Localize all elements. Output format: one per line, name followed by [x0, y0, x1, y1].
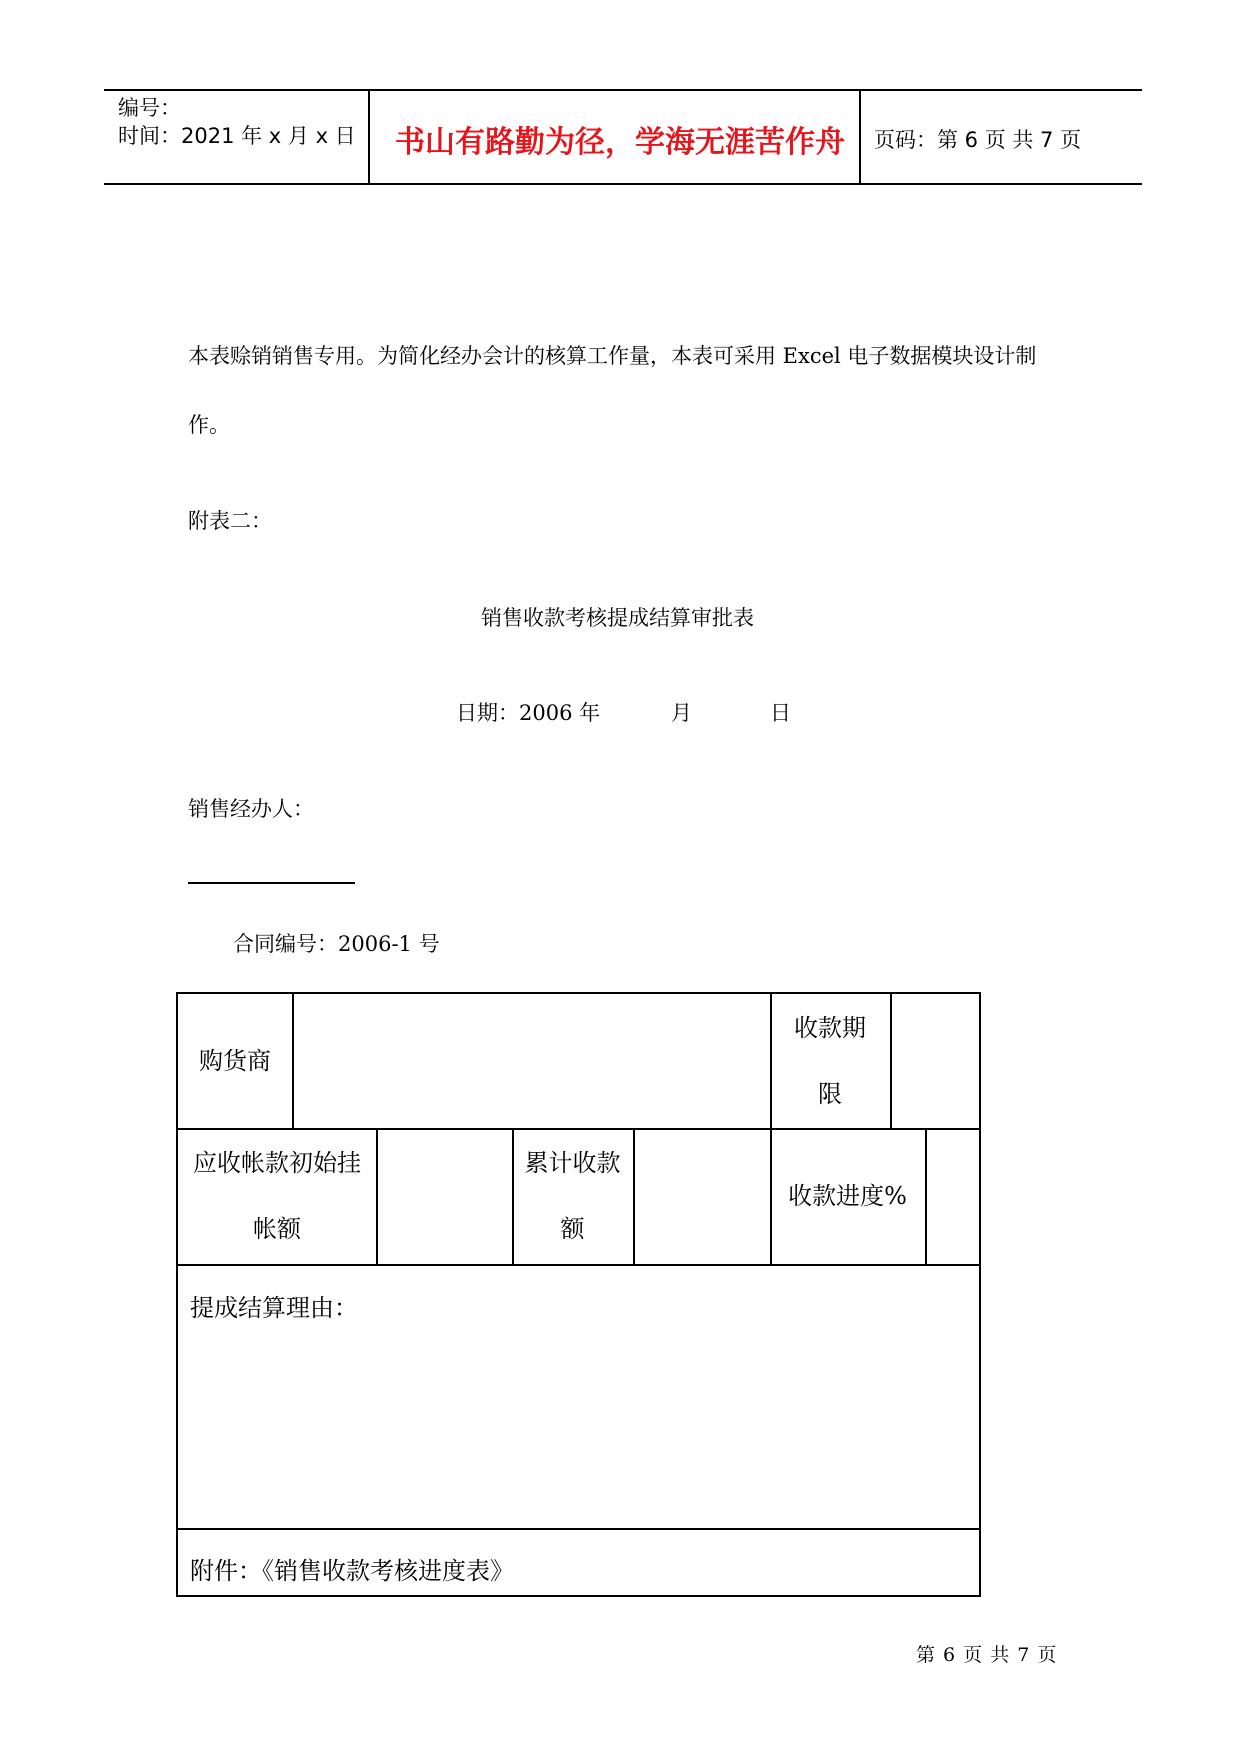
settlement-reason-label: 提成结算理由：: [190, 1294, 358, 1322]
buyer-label: 购货商: [199, 1047, 271, 1075]
receivable-value-cell[interactable]: [376, 1129, 512, 1264]
collection-term-label-line2: 限: [818, 1080, 842, 1108]
receivable-label-line1: 应收帐款初始挂: [193, 1149, 361, 1177]
cumulative-collection-label-line2: 额: [560, 1215, 585, 1243]
document-time-label: 时间：2021 年 x 月 x 日: [118, 124, 356, 148]
header-motto: 书山有路勤为径，学海无涯苦作舟: [395, 125, 845, 160]
header-divider-right: [859, 89, 861, 184]
footer-page-number: 第 6 页 共 7 页: [916, 1644, 1058, 1666]
header-bottom-rule: [104, 183, 1142, 185]
receivable-label-line2: 帐额: [253, 1215, 301, 1243]
intro-paragraph-line1: 本表赊销销售专用。为简化经办会计的核算工作量，本表可采用 Excel 电子数据模块设计制: [188, 344, 1037, 368]
day-label: 日: [770, 701, 791, 725]
collection-progress-value-cell[interactable]: [925, 1129, 979, 1264]
header-divider-left: [368, 89, 370, 184]
sales-agent-label: 销售经办人：: [188, 797, 314, 821]
page-indicator: 页码：第 6 页 共 7 页: [874, 128, 1082, 152]
intro-paragraph-line2: 作。: [188, 413, 230, 437]
collection-progress-label: 收款进度%: [788, 1182, 907, 1210]
row-divider-2: [178, 1264, 979, 1266]
form-title: 销售收款考核提成结算审批表: [481, 606, 754, 630]
buyer-value-cell[interactable]: [292, 994, 770, 1128]
cumulative-collection-value-cell[interactable]: [633, 1129, 770, 1264]
cumulative-collection-label-line1: 累计收款: [524, 1149, 621, 1177]
collection-term-value-cell[interactable]: [890, 994, 979, 1128]
collection-term-label-line1: 收款期: [794, 1014, 866, 1042]
attachment-heading: 附表二：: [188, 509, 272, 533]
contract-number-label: 合同编号：2006-1 号: [233, 932, 440, 956]
attachment-label: 附件：《销售收款考核进度表》: [190, 1557, 514, 1585]
header-top-rule: [104, 89, 1142, 91]
agent-signature-line: [188, 882, 355, 884]
row-divider-3: [178, 1528, 979, 1530]
document-number-label: 编号：: [118, 96, 181, 120]
month-label: 月: [671, 701, 692, 725]
settlement-approval-table: [176, 992, 981, 1597]
date-label: 日期：2006 年: [456, 701, 601, 725]
